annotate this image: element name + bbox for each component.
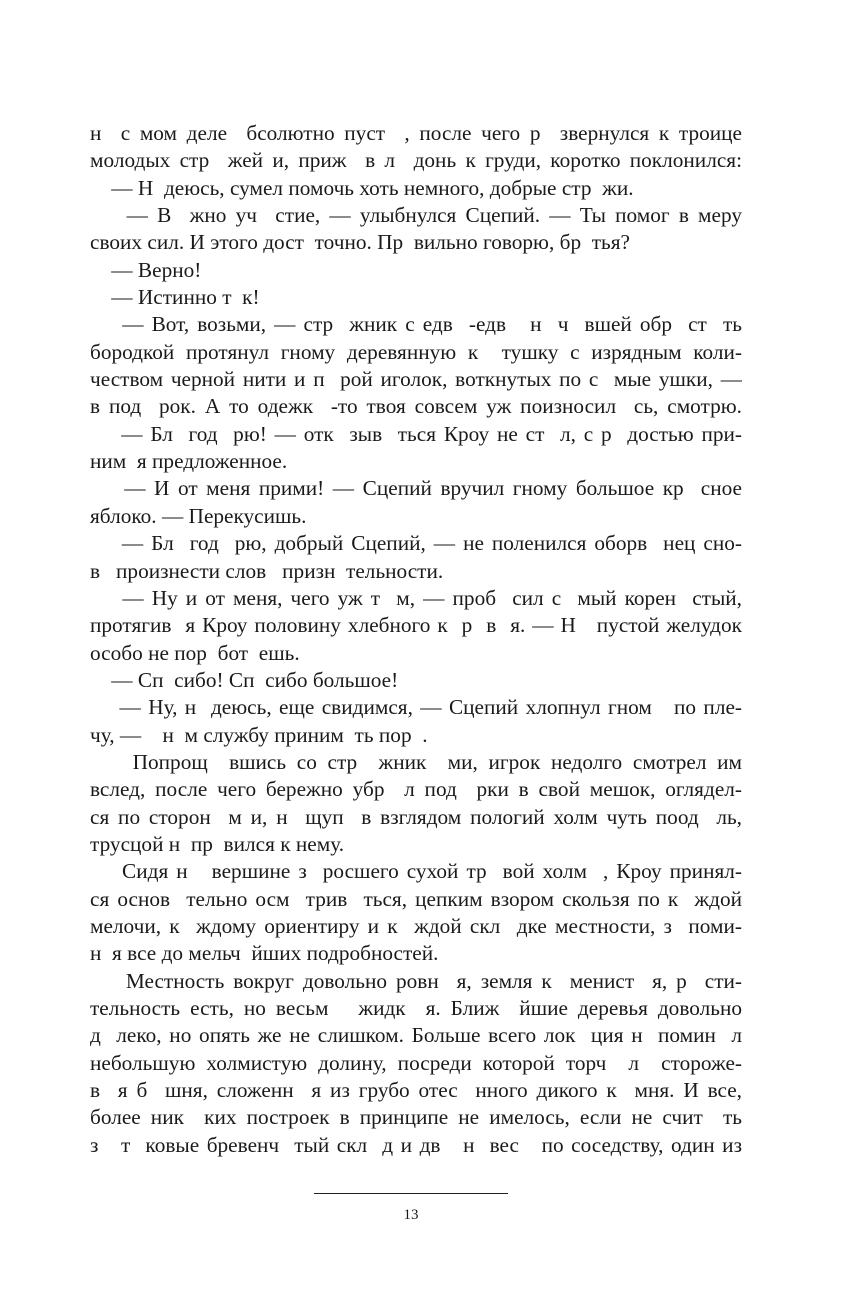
text-line: — Истинно т к! bbox=[90, 285, 260, 310]
text-line: в произнести слов призн тельности. bbox=[90, 558, 444, 583]
text-line: чеством черной нити и п рой иголок, воткнутых по с мые ушки, — bbox=[90, 367, 742, 392]
text-line: Сидя н вершине з росшего сухой тр вой холм , Кроу принял- bbox=[90, 859, 742, 884]
text-line: небольшую холмистую долину, посреди которой торч л стороже- bbox=[90, 1050, 742, 1075]
text-line: молодых стр жей и, приж в л донь к груди, коротко поклонился: bbox=[90, 148, 742, 173]
text-line: н я все до мельч йших подробностей. bbox=[90, 941, 439, 966]
text-line: тельность есть, но весьм жидк я. Ближ йшие деревья довольно bbox=[90, 996, 742, 1020]
body-text bbox=[90, 120, 742, 1159]
text-line: Местность вокруг довольно ровн я, земля к менист я, р сти- bbox=[90, 968, 742, 993]
text-line: — Ну и от меня, чего уж т м, — проб сил с мый корен стый, bbox=[90, 585, 742, 610]
text-line: ся основ тельно осм трив ться, цепким взором скользя по к ждой bbox=[90, 886, 742, 911]
text-line: особо не пор бот ешь. bbox=[90, 640, 300, 665]
text-line: — В жно уч стие, — улыбнулся Сцепий. — Ты помог в меру bbox=[90, 203, 742, 228]
text-line: вслед, после чего бережно убр л под рки в свой мешок, оглядел- bbox=[90, 777, 742, 802]
text-line: н с мом деле бсолютно пуст , после чего р звернулся к троице bbox=[90, 121, 742, 145]
text-line: бородкой протянул гному деревянную к тушку с изрядным коли- bbox=[90, 339, 742, 364]
text-line: — Вот, возьми, — стр жник с едв -едв н ч вшей обр ст ть bbox=[90, 312, 742, 337]
text-line: более ник ких построек в принципе не имелось, если не счит ть bbox=[90, 1105, 742, 1130]
text-line: яблоко. — Перекусишь. bbox=[90, 503, 307, 528]
text-line: своих сил. И этого дост точно. Пр вильно говорю, бр тья? bbox=[90, 230, 631, 255]
text-line: — Бл год рю, добрый Сцепий, — не поленился оборв нец сно- bbox=[90, 531, 742, 556]
page-number: 13 bbox=[403, 1207, 419, 1223]
text-line: в я б шня, сложенн я из грубо отес нного дикого к мня. И все, bbox=[90, 1078, 742, 1103]
text-line: — Бл год рю! — отк зыв ться Кроу не ст л, с р достью при- bbox=[90, 421, 742, 446]
text-line: — Н деюсь, сумел помочь хоть немного, добрые стр жи. bbox=[90, 175, 634, 200]
text-line: Попрощ вшись со стр жник ми, игрок недолго смотрел им bbox=[90, 749, 742, 774]
text-line: мелочи, к ждому ориентиру и к ждой скл дке местности, з поми- bbox=[90, 913, 742, 938]
text-line: з т ковые бревенч тый скл д и дв н вес по соседству, один из bbox=[90, 1132, 742, 1157]
text-line: д леко, но опять же не слишком. Больше всего лок ция н помин л bbox=[90, 1023, 742, 1048]
text-line: протягив я Кроу половину хлебного к р в я. — Н пустой желудок bbox=[90, 613, 742, 638]
text-line: ся по сторон м и, н щуп в взглядом пологий холм чуть поод ль, bbox=[90, 804, 742, 829]
text-line: ним я предложенное. bbox=[90, 449, 288, 474]
text-line: — И от меня прими! — Сцепий вручил гному большое кр сное bbox=[90, 476, 742, 501]
text-line: чу, — н м службу приним ть пор . bbox=[90, 722, 428, 747]
text-line: — Верно! bbox=[90, 257, 202, 282]
text-line: — Ну, н деюсь, еще свидимся, — Сцепий хлопнул гном по пле- bbox=[90, 695, 742, 720]
text-line: — Сп сибо! Сп сибо большое! bbox=[90, 667, 399, 692]
text-line: трусцой н пр вился к нему. bbox=[90, 831, 345, 856]
footer-rule bbox=[314, 1193, 508, 1194]
text-line: в под рок. А то одежк -то твоя совсем уж поизносил сь, смотрю. bbox=[90, 394, 742, 419]
